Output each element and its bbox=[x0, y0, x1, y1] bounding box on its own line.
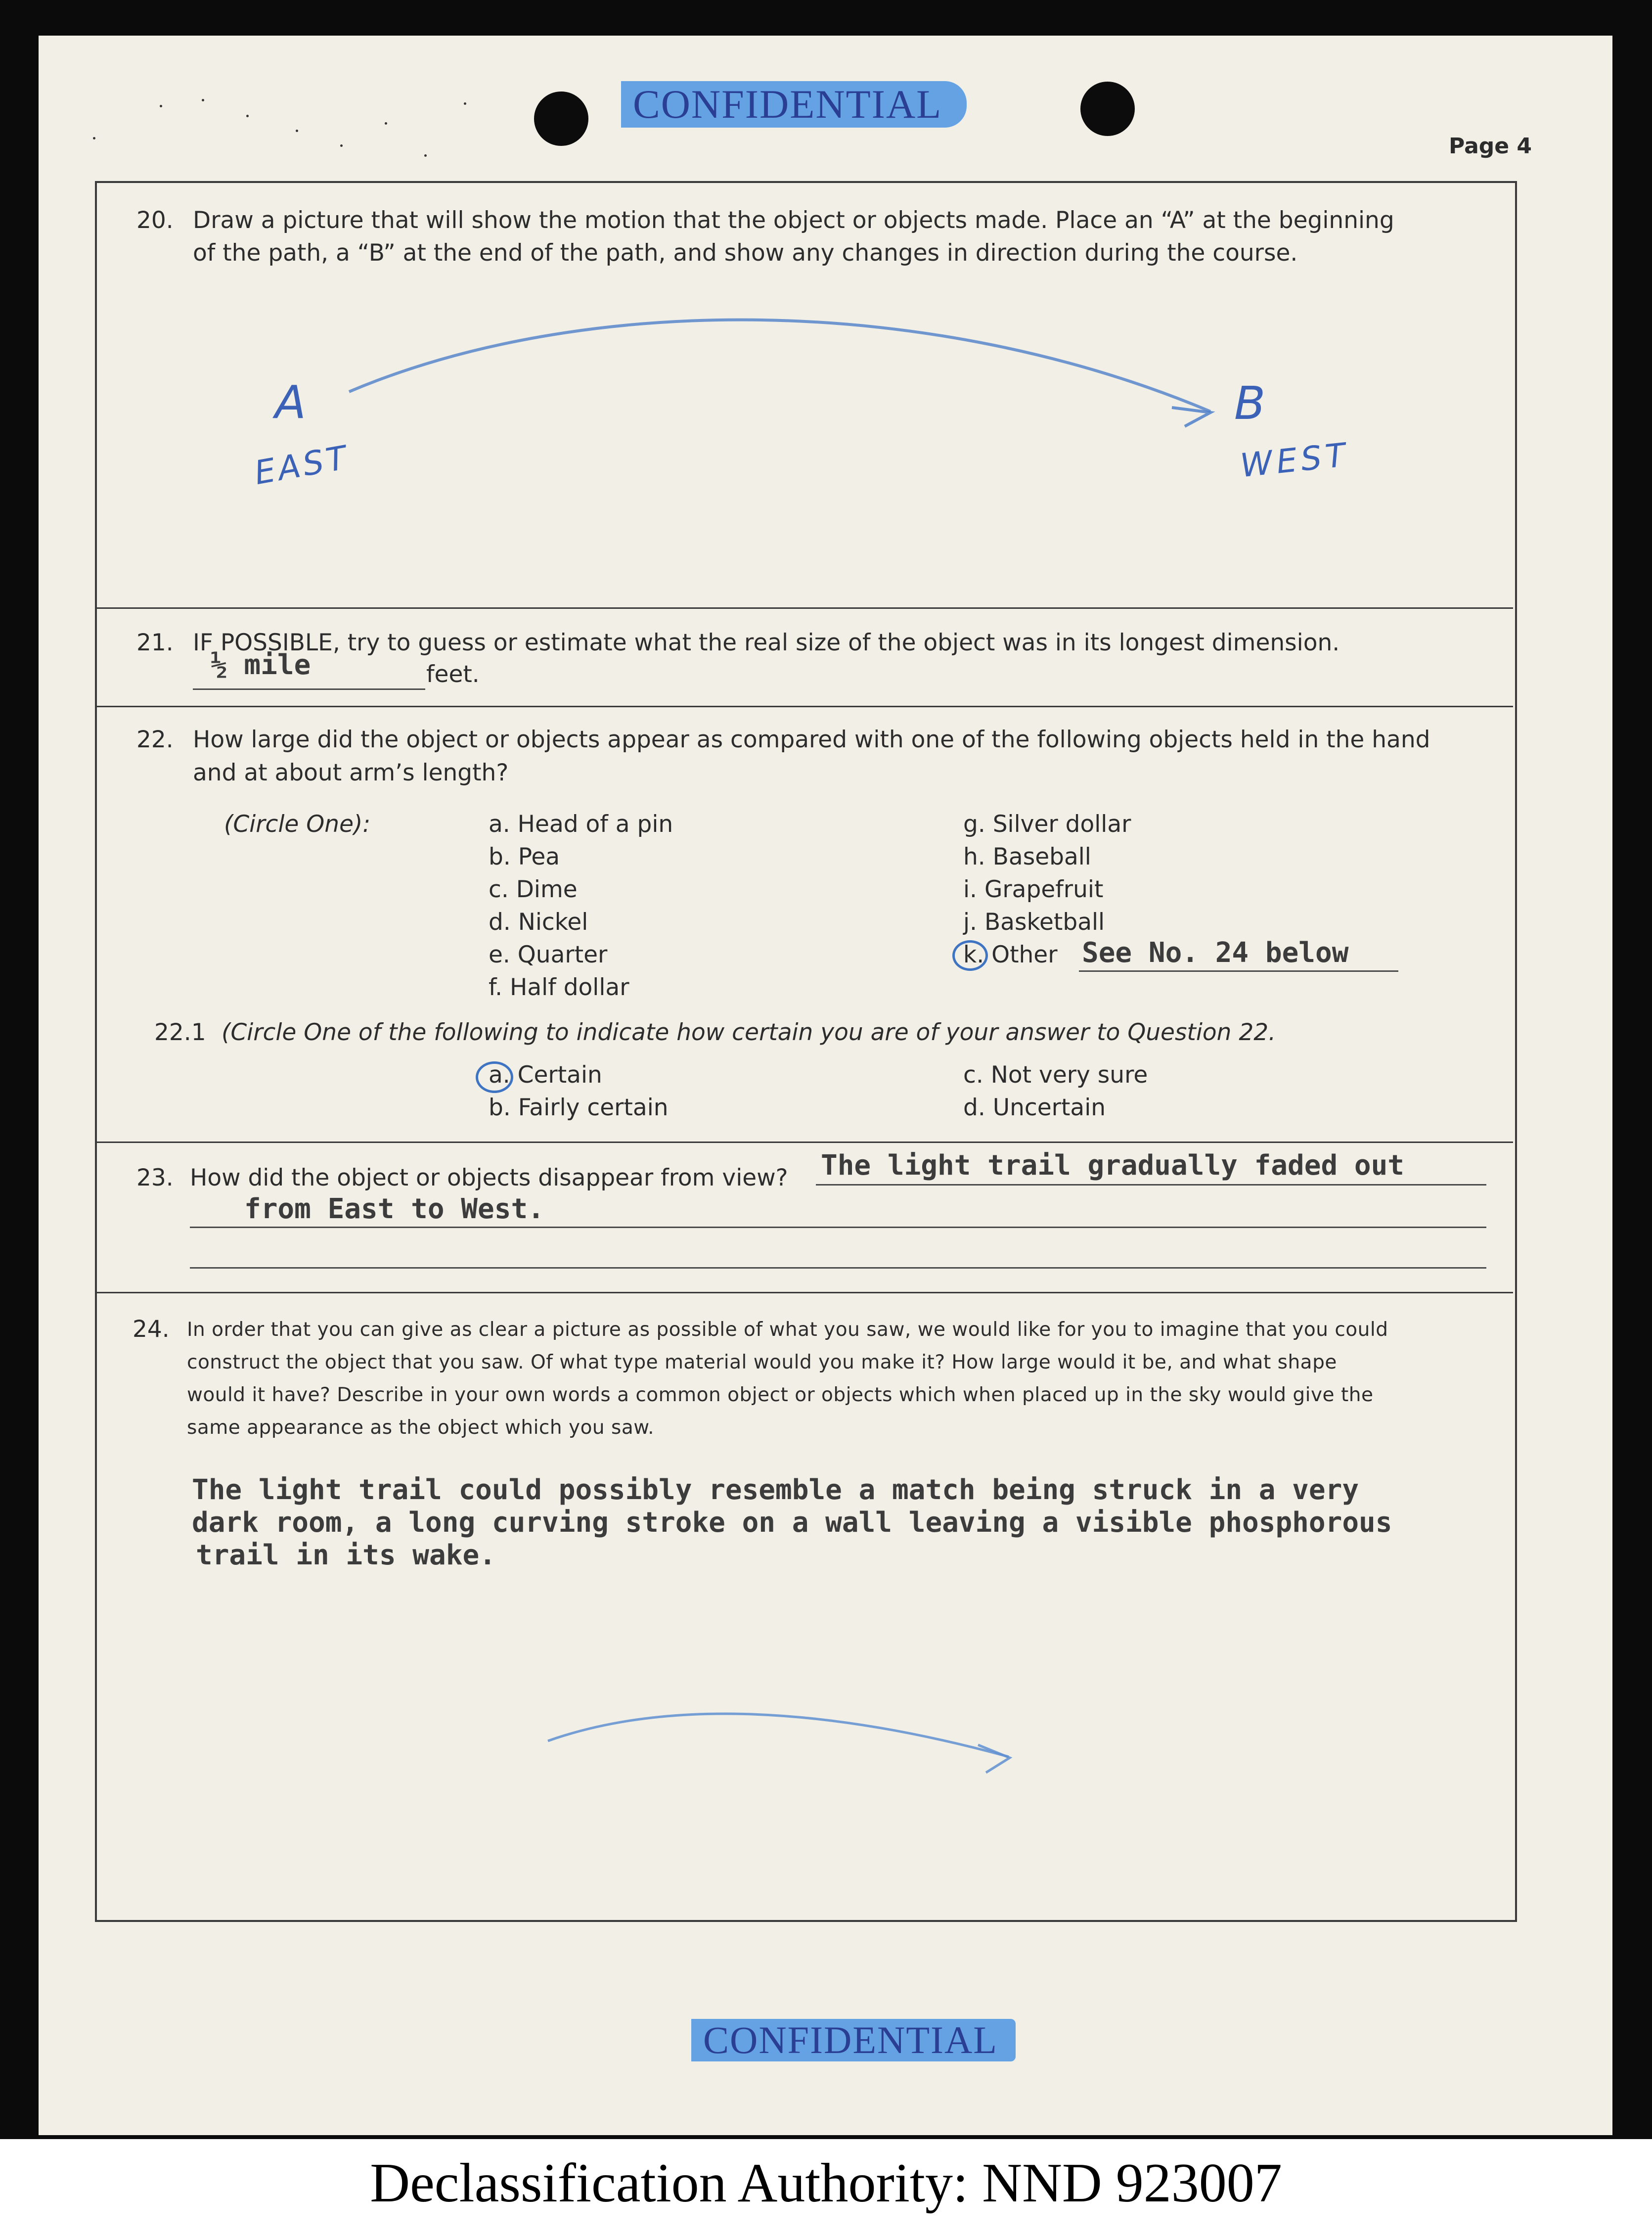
certainty-a: a. Certain bbox=[489, 1061, 602, 1089]
confidential-stamp-bottom: CONFIDENTIAL bbox=[691, 2019, 1016, 2061]
question-text-line: would it have? Describe in your own words a common object or objects which when placed up in the sky would give the bbox=[187, 1384, 1374, 1406]
question-text-line: Draw a picture that will show the motion that the object or objects made. Place an “A” at the beginning bbox=[193, 207, 1394, 234]
mark-b: B bbox=[1234, 377, 1266, 430]
question-number: 23. bbox=[136, 1164, 174, 1191]
question-number: 20. bbox=[136, 207, 174, 234]
answer-size: ½ mile bbox=[211, 649, 311, 681]
answer-line: The light trail could possibly resemble a match being struck in a very bbox=[192, 1474, 1359, 1506]
question-text-line: How large did the object or objects appear as compared with one of the following objects held in the hand bbox=[193, 726, 1430, 753]
mark-a: A bbox=[275, 376, 306, 429]
question-number: 21. bbox=[136, 629, 174, 656]
form-page bbox=[39, 36, 1612, 2135]
label-east: EAST bbox=[251, 438, 353, 493]
question-text-line: In order that you can give as clear a picture as possible of what you saw, we would like for you to imagine that you could bbox=[187, 1319, 1388, 1341]
option-d: d. Nickel bbox=[489, 909, 588, 936]
unit-label: feet. bbox=[426, 661, 480, 688]
option-c: c. Dime bbox=[489, 876, 578, 903]
trail-sketch bbox=[39, 36, 1612, 2135]
option-f: f. Half dollar bbox=[489, 974, 629, 1001]
option-j: j. Basketball bbox=[963, 909, 1105, 936]
answer-line-2: from East to West. bbox=[244, 1193, 544, 1225]
question-text: How did the object or objects disappear from view? bbox=[190, 1164, 788, 1191]
option-a: a. Head of a pin bbox=[489, 811, 673, 838]
answer-other: See No. 24 below bbox=[1082, 937, 1349, 969]
question-text: (Circle One of the following to indicate how certain you are of your answer to Question 22. bbox=[222, 1019, 1276, 1046]
certainty-b: b. Fairly certain bbox=[489, 1094, 669, 1121]
option-g: g. Silver dollar bbox=[963, 811, 1131, 838]
answer-line: trail in its wake. bbox=[196, 1539, 496, 1571]
question-number: 22.1 bbox=[154, 1019, 206, 1046]
option-i: i. Grapefruit bbox=[963, 876, 1104, 903]
question-number: 22. bbox=[136, 726, 174, 753]
page-number: Page 4 bbox=[1449, 134, 1532, 159]
question-text-line: same appearance as the object which you saw. bbox=[187, 1416, 654, 1439]
answer-line: dark room, a long curving stroke on a wall leaving a visible phosphorous bbox=[192, 1507, 1392, 1539]
option-k: k. Other bbox=[963, 941, 1058, 968]
question-text: IF POSSIBLE, try to guess or estimate what the real size of the object was in its longest dimension. bbox=[193, 629, 1340, 656]
certainty-d: d. Uncertain bbox=[963, 1094, 1106, 1121]
confidential-stamp-top: CONFIDENTIAL bbox=[621, 81, 967, 128]
declassification-authority: Declassification Authority: NND 923007 bbox=[370, 2152, 1282, 2214]
circle-one-label: (Circle One): bbox=[224, 811, 371, 838]
option-b: b. Pea bbox=[489, 843, 560, 870]
option-h: h. Baseball bbox=[963, 843, 1091, 870]
certainty-c: c. Not very sure bbox=[963, 1061, 1148, 1089]
question-number: 24. bbox=[133, 1316, 170, 1343]
label-west: WEST bbox=[1238, 435, 1351, 485]
question-text-line: of the path, a “B” at the end of the path, and show any changes in direction during the course. bbox=[193, 239, 1298, 267]
answer-line-1: The light trail gradually faded out bbox=[821, 1149, 1405, 1182]
question-text-line: construct the object that you saw. Of what type material would you make it? How large would it be, and what shape bbox=[187, 1351, 1337, 1373]
question-text-line: and at about arm’s length? bbox=[193, 759, 509, 786]
option-e: e. Quarter bbox=[489, 941, 608, 968]
